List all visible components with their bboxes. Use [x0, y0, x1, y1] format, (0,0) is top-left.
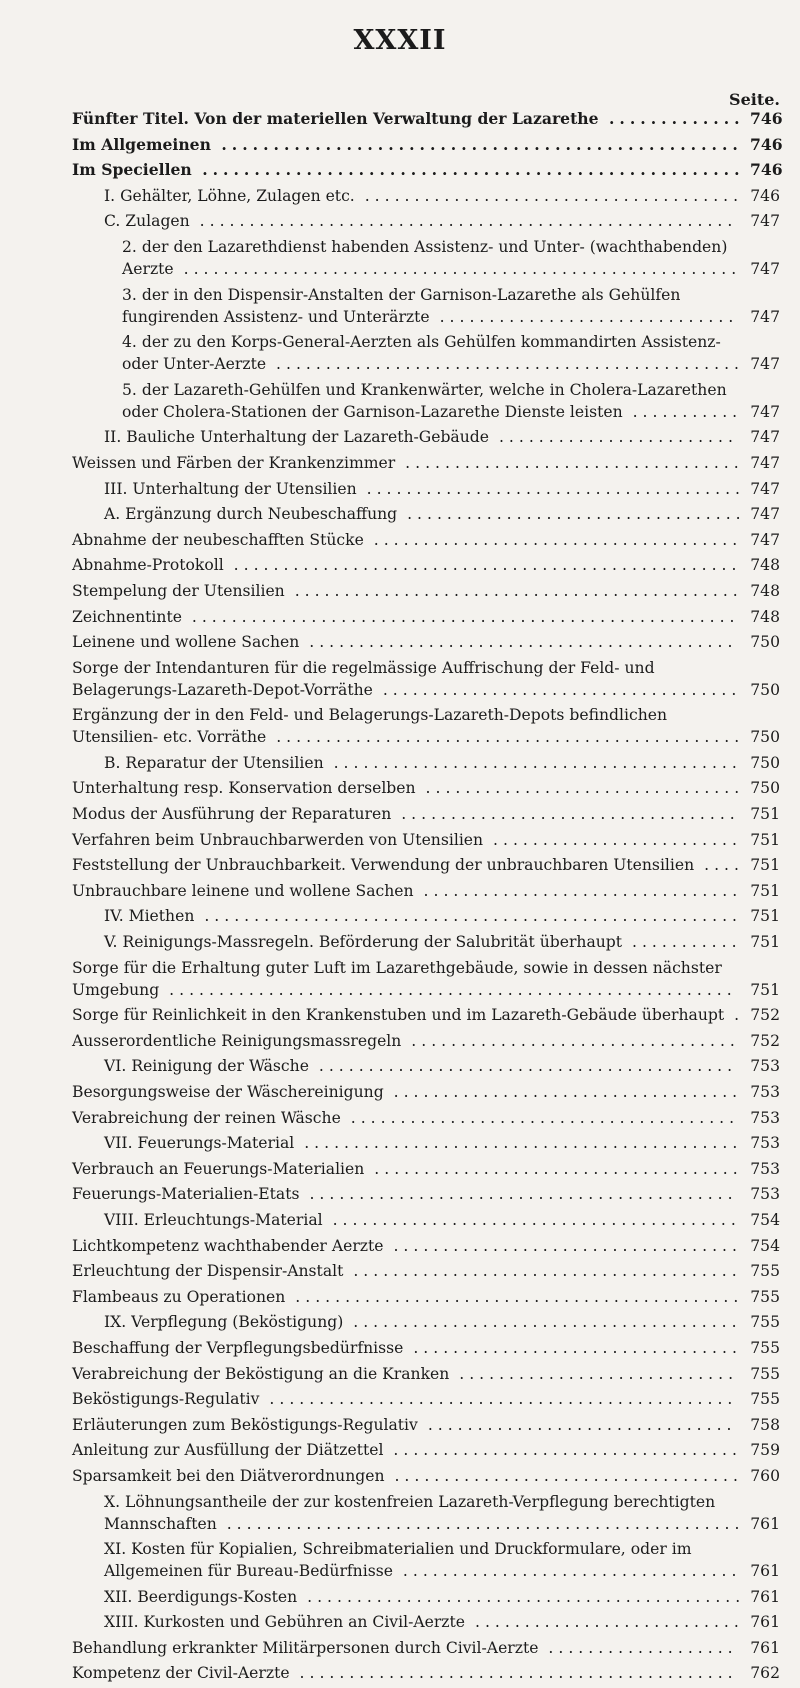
leader-dots: ................................... — [384, 1466, 743, 1485]
toc-entry-page: 760 — [750, 1466, 780, 1485]
toc-entry-text — [72, 1465, 780, 1487]
toc-entry-title: Besorgungsweise der Wäschereinigung — [72, 1083, 384, 1101]
toc-entry-page: 751 — [750, 805, 780, 824]
toc-entry — [72, 426, 780, 448]
toc-entry-text — [104, 1209, 780, 1231]
toc-entry — [72, 580, 780, 602]
toc-entry-page: 753 — [750, 1057, 780, 1076]
toc-entry-page: 754 — [750, 1236, 780, 1255]
toc-entry-page: 747 — [750, 453, 780, 472]
toc-entry — [72, 1030, 780, 1052]
toc-entry-page: 751 — [750, 933, 780, 952]
toc-entry-page: 761 — [750, 1514, 780, 1533]
toc-entry — [72, 1439, 780, 1461]
leader-dots: ................... — [538, 1638, 738, 1657]
toc-entry-page: 753 — [750, 1185, 780, 1204]
toc-entry-title: III. Unterhaltung der Utensilien — [104, 479, 357, 498]
toc-entry-title: XIII. Kurkosten und Gebühren an Civil-Aerzte — [104, 1613, 466, 1632]
leader-dots: ......................................... — [323, 753, 742, 772]
toc-entry — [72, 1662, 780, 1684]
toc-entry-text — [104, 185, 780, 207]
toc-entry — [72, 1363, 780, 1385]
toc-entry — [72, 452, 780, 474]
toc-entry-text — [72, 1004, 780, 1026]
toc-entry-page: 761 — [750, 1613, 780, 1632]
toc-entry-page: 751 — [750, 907, 780, 926]
toc-entry-text — [72, 1081, 780, 1103]
toc-entry-title: Unterhaltung resp. Konservation derselben — [72, 779, 416, 798]
toc-entry-page: 747 — [750, 259, 780, 278]
toc-entry-text — [104, 931, 780, 953]
toc-entry — [72, 503, 780, 525]
toc-entry-title: Im Speciellen — [72, 160, 192, 180]
toc-entry-page: 761 — [750, 1638, 780, 1657]
toc-entry — [72, 134, 783, 156]
toc-entry-text — [72, 159, 783, 181]
leader-dots: ............................................ — [294, 1134, 743, 1153]
toc-entry-page: 755 — [750, 1338, 780, 1357]
toc-entry-page: 750 — [750, 753, 780, 772]
leader-dots: ............................................... — [266, 355, 745, 374]
leader-dots: .... — [694, 856, 744, 875]
toc-entry — [72, 1611, 780, 1633]
toc-entry — [72, 777, 780, 799]
toc-entry-page: 747 — [750, 428, 780, 447]
toc-entry-title: Behandlung erkrankter Militärpersonen durch Civil-Aerzte — [72, 1638, 539, 1657]
toc-entry-page: 759 — [750, 1441, 780, 1460]
toc-entry — [72, 606, 780, 628]
toc-entry — [72, 752, 780, 774]
leader-dots: ........... — [622, 402, 743, 421]
toc-entry — [72, 1183, 780, 1205]
toc-entry-page: 755 — [750, 1390, 780, 1409]
toc-entry-text — [122, 284, 780, 328]
leader-dots: ........................................... — [299, 1185, 738, 1204]
toc-entry-title: Feststellung der Unbrauchbarkeit. Verwendung der unbrauchbaren Utensilien — [72, 856, 695, 875]
toc-entry-text — [72, 1337, 780, 1359]
toc-entry-title: Sorge der Intendanturen für die regelmässige Auffrischung der Feld- und Belagerungs-Lazareth-Depot-Vorräthe — [72, 658, 655, 699]
toc-entry — [72, 704, 780, 748]
toc-entry-title: Verabreichung der Beköstigung an die Kranken — [72, 1364, 450, 1383]
toc-entry-text — [72, 1260, 780, 1282]
toc-entry-title: Verabreichung der reinen Wäsche — [72, 1108, 341, 1127]
toc-entry-text — [122, 236, 780, 280]
toc-entry-text — [104, 503, 780, 525]
table-of-contents — [72, 108, 783, 1688]
toc-entry — [72, 1491, 780, 1535]
toc-entry-page: 758 — [750, 1415, 780, 1434]
toc-entry-text — [72, 1363, 780, 1385]
leader-dots: ........... — [622, 933, 742, 952]
toc-entry-text — [72, 529, 780, 551]
leader-dots: .............................. — [429, 307, 739, 326]
toc-entry — [72, 1107, 780, 1129]
toc-entry-text — [72, 1388, 780, 1410]
leader-dots: .................................................... — [191, 160, 745, 180]
leader-dots: ................................ — [413, 881, 743, 900]
toc-entry-title: Unbrauchbare leinene und wollene Sachen — [72, 881, 414, 900]
toc-entry-title: Leinene und wollene Sachen — [72, 633, 300, 652]
toc-entry-page: 748 — [750, 607, 780, 626]
toc-entry-title: 5. der Lazareth-Gehülfen und Krankenwärter, welche in Cholera-Lazarethen oder Cholera-Stationen der Garnison-Lazarethe Dienste leisten — [122, 380, 727, 421]
toc-entry-title: VII. Feuerungs-Material — [104, 1134, 295, 1153]
toc-entry-text — [72, 803, 780, 825]
leader-dots: .................................................... — [216, 1514, 745, 1533]
leader-dots: ......................................................... — [159, 980, 737, 999]
toc-entry-title: Abnahme-Protokoll — [72, 556, 224, 575]
toc-entry-text — [72, 854, 780, 876]
toc-entry-page: 753 — [750, 1083, 780, 1101]
toc-entry — [72, 803, 780, 825]
toc-entry-page: 746 — [750, 134, 783, 154]
toc-entry-text — [72, 777, 780, 799]
toc-entry-page: 755 — [750, 1313, 780, 1332]
toc-entry-page: 755 — [750, 1364, 780, 1383]
leader-dots: ....................................... — [343, 1313, 742, 1332]
toc-entry-title: I. Gehälter, Löhne, Zulagen etc. — [104, 186, 355, 205]
toc-entry-text — [72, 108, 783, 130]
toc-entry-text — [72, 1030, 780, 1052]
toc-entry-title: Beköstigungs-Regulativ — [72, 1390, 260, 1409]
leader-dots: ............................................. — [285, 1287, 744, 1306]
toc-entry-title: Modus der Ausführung der Reparaturen — [72, 805, 392, 824]
toc-entry-page: 753 — [750, 1134, 780, 1153]
toc-entry — [72, 1209, 780, 1231]
toc-entry-title: Verbrauch an Feuerungs-Materialien — [72, 1159, 365, 1178]
toc-entry-page: 747 — [750, 307, 780, 326]
leader-dots: ...................................... — [356, 479, 746, 498]
toc-entry-title: VI. Reinigung der Wäsche — [104, 1057, 309, 1076]
toc-entry — [72, 1414, 780, 1436]
toc-entry-text — [72, 554, 780, 576]
toc-entry-title: IX. Verpflegung (Beköstigung) — [104, 1313, 344, 1332]
leader-dots: ............................................. — [284, 581, 743, 600]
toc-entry-title: Abnahme der neubeschafften Stücke — [72, 530, 364, 549]
leader-dots: .......................................... — [308, 1057, 738, 1076]
toc-entry-page: 746 — [750, 160, 783, 180]
leader-dots: ....................................... — [340, 1108, 740, 1127]
toc-entry-page: 755 — [750, 1287, 780, 1306]
leader-dots: ........................................... — [299, 633, 738, 652]
toc-entry — [72, 210, 780, 232]
toc-entry-page: 751 — [750, 830, 780, 849]
column-label: Seite. — [729, 90, 780, 109]
toc-entry — [72, 657, 780, 701]
toc-entry-text — [104, 1055, 780, 1077]
toc-entry-text — [104, 1311, 780, 1333]
toc-entry-text — [72, 880, 780, 902]
toc-entry — [72, 529, 780, 551]
leader-dots: ................................. — [401, 1031, 740, 1050]
toc-entry-text — [72, 1158, 780, 1180]
toc-entry-page: 747 — [750, 530, 780, 549]
page-number: XXXII — [353, 25, 447, 56]
toc-entry-page: 750 — [750, 680, 780, 699]
toc-entry-page: 752 — [750, 1031, 780, 1050]
toc-entry-title: B. Reparatur der Utensilien — [104, 753, 324, 772]
toc-entry — [72, 108, 783, 130]
leader-dots: ............................................... — [259, 1390, 738, 1409]
toc-entry-text — [122, 379, 780, 423]
toc-entry-title: Flambeaus zu Operationen — [72, 1287, 286, 1306]
leader-dots: ........................ — [489, 428, 738, 447]
toc-entry — [72, 1337, 780, 1359]
toc-entry-page: 754 — [750, 1210, 780, 1229]
toc-entry-page: 747 — [750, 402, 780, 421]
toc-entry-page: 755 — [750, 1262, 780, 1281]
toc-entry — [72, 1286, 780, 1308]
toc-entry-text — [104, 1538, 780, 1582]
toc-entry-text — [72, 657, 780, 701]
leader-dots: ......................... — [483, 830, 742, 849]
leader-dots: ............................................... — [266, 728, 745, 747]
toc-entry-title: Sorge für Reinlichkeit in den Krankenstuben und im Lazareth-Gebäude überhaupt — [72, 1006, 725, 1025]
toc-entry-page: 751 — [750, 856, 780, 875]
toc-entry — [72, 284, 780, 328]
toc-entry-text — [104, 905, 780, 927]
leader-dots: ............. — [598, 109, 745, 128]
leader-dots: ........................................................ — [173, 259, 742, 278]
toc-entry-page: 753 — [750, 1108, 780, 1127]
leader-dots: . — [724, 1006, 745, 1025]
toc-entry-title: IV. Miethen — [104, 907, 195, 926]
toc-entry-page: 762 — [750, 1664, 780, 1683]
toc-entry-title: VIII. Erleuchtungs-Material — [104, 1210, 323, 1229]
toc-entry-page: 746 — [750, 186, 780, 205]
toc-entry — [72, 1465, 780, 1487]
toc-entry — [72, 1311, 780, 1333]
toc-entry-text — [72, 580, 780, 602]
toc-entry-text — [72, 1662, 780, 1684]
toc-entry — [72, 554, 780, 576]
toc-entry-title: Feuerungs-Materialien-Etats — [72, 1185, 300, 1204]
toc-entry — [72, 829, 780, 851]
leader-dots: ................................ — [415, 779, 745, 798]
toc-entry-title: X. Löhnungsantheile der zur kostenfreien Lazareth-Verpflegung berechtigten Mannschaften — [104, 1492, 716, 1533]
toc-entry-title: Stempelung der Utensilien — [72, 581, 285, 600]
toc-entry-title: Verfahren beim Unbrauchbarwerden von Utensilien — [72, 830, 484, 849]
toc-entry — [72, 1637, 780, 1659]
toc-entry — [72, 1586, 780, 1608]
leader-dots: ............................................ — [289, 1664, 738, 1683]
toc-entry-title: C. Zulagen — [104, 212, 190, 231]
toc-entry — [72, 185, 780, 207]
toc-entry-page: 761 — [750, 1562, 780, 1581]
toc-entry — [72, 478, 780, 500]
toc-entry — [72, 931, 780, 953]
leader-dots: ................................... — [383, 1236, 742, 1255]
toc-entry-text — [104, 426, 780, 448]
leader-dots: .................................. — [392, 1562, 742, 1581]
leader-dots: ..................................... — [363, 530, 743, 549]
toc-entry-title: XI. Kosten für Kopialien, Schreibmaterialien und Druckformulare, oder im Allgemeinen für Bureau-Bedürfnisse — [104, 1540, 692, 1581]
leader-dots: .................................. — [397, 505, 746, 524]
toc-entry — [72, 631, 780, 653]
toc-entry-page: 746 — [750, 109, 783, 128]
toc-entry-title: Ausserordentliche Reinigungsmassregeln — [72, 1031, 402, 1050]
toc-entry-page: 747 — [750, 505, 780, 524]
leader-dots: .................................... — [372, 680, 742, 699]
leader-dots: ........................... — [465, 1613, 744, 1632]
toc-entry-title: Sparsamkeit bei den Diätverordnungen — [72, 1466, 385, 1485]
leader-dots: ................................................... — [223, 556, 742, 575]
toc-entry-title: 2. der den Lazarethdienst habenden Assistenz- und Unter- (wachthabenden) Aerzte — [122, 237, 728, 278]
toc-entry — [72, 1158, 780, 1180]
toc-entry — [72, 236, 780, 280]
toc-entry-text — [72, 704, 780, 748]
toc-entry-text — [72, 1414, 780, 1436]
toc-entry-text — [72, 631, 780, 653]
toc-entry-page: 750 — [750, 633, 780, 652]
toc-entry-title: Sorge für die Erhaltung guter Luft im Lazarethgebäude, sowie in dessen nächster Umgebung — [72, 958, 722, 999]
leader-dots: ............................................ — [297, 1587, 746, 1606]
toc-entry-title: Erläuterungen zum Beköstigungs-Regulativ — [72, 1415, 418, 1434]
toc-entry — [72, 957, 780, 1001]
toc-entry — [72, 905, 780, 927]
toc-entry-title: Im Allgemeinen — [72, 134, 211, 154]
toc-entry-text — [72, 1107, 780, 1129]
leader-dots: ............................... — [417, 1415, 737, 1434]
toc-entry — [72, 880, 780, 902]
toc-entry-title: II. Bauliche Unterhaltung der Lazareth-Gebäude — [104, 428, 489, 447]
leader-dots: .................................. — [395, 453, 744, 472]
toc-entry-title: Anleitung zur Ausfüllung der Diätzettel — [72, 1441, 384, 1460]
toc-entry — [72, 379, 780, 423]
toc-entry-page: 753 — [750, 1159, 780, 1178]
leader-dots: ...................................................... — [194, 907, 742, 926]
leader-dots: ............................ — [449, 1364, 739, 1383]
toc-entry-text — [104, 1491, 780, 1535]
toc-entry — [72, 854, 780, 876]
leader-dots: ....................................................... — [181, 607, 740, 626]
toc-entry — [72, 1260, 780, 1282]
toc-entry-page: 750 — [750, 728, 780, 747]
toc-entry-title: Lichtkompetenz wachthabender Aerzte — [72, 1236, 384, 1255]
toc-entry-text — [104, 210, 780, 232]
toc-entry-page: 751 — [750, 881, 780, 900]
toc-entry-page: 747 — [750, 479, 780, 498]
toc-entry-text — [72, 606, 780, 628]
toc-entry-text — [72, 1235, 780, 1257]
leader-dots: ................................... — [383, 1083, 743, 1101]
toc-entry-text — [72, 1637, 780, 1659]
toc-entry-title: V. Reinigungs-Massregeln. Beförderung der Salubrität überhaupt — [104, 933, 623, 952]
toc-entry-text — [104, 1132, 780, 1154]
toc-entry-text — [72, 1183, 780, 1205]
toc-entry — [72, 1132, 780, 1154]
toc-entry-title: Fünfter Titel. Von der materiellen Verwaltung der Lazarethe — [72, 109, 599, 128]
toc-entry-page: 752 — [750, 1006, 780, 1025]
toc-entry-page: 747 — [750, 212, 780, 231]
toc-entry-page: 761 — [750, 1587, 780, 1606]
toc-entry-text — [104, 478, 780, 500]
leader-dots: ...................................... — [354, 186, 744, 205]
toc-entry-text — [104, 1611, 780, 1633]
toc-entry-text — [72, 957, 780, 1001]
leader-dots: ..................................... — [364, 1159, 743, 1178]
toc-entry — [72, 1055, 780, 1077]
leader-dots: ....................................... — [343, 1262, 742, 1281]
toc-entry — [72, 331, 780, 375]
toc-entry-text — [104, 752, 780, 774]
toc-entry-title: Weissen und Färben der Krankenzimmer — [72, 453, 396, 472]
toc-entry-page: 747 — [750, 355, 780, 374]
toc-entry-text — [122, 331, 780, 375]
toc-entry — [72, 159, 783, 181]
toc-entry-text — [72, 452, 780, 474]
leader-dots: ................................. — [403, 1338, 742, 1357]
toc-entry-title: A. Ergänzung durch Neubeschaffung — [104, 505, 398, 524]
toc-entry — [72, 1081, 780, 1103]
leader-dots: ................................... — [383, 1441, 742, 1460]
toc-entry-title: Ergänzung der in den Feld- und Belagerungs-Lazareth-Depots befindlichen Utensilien- etc. Vorräthe — [72, 706, 668, 747]
toc-entry — [72, 1004, 780, 1026]
leader-dots: .................................. — [391, 805, 740, 824]
toc-entry-text — [72, 1286, 780, 1308]
toc-entry-text — [72, 1439, 780, 1461]
toc-entry-title: 3. der in den Dispensir-Anstalten der Garnison-Lazarethe als Gehülfen fungirenden Assistenz- und Unterärzte — [122, 285, 681, 326]
toc-entry-title: Erleuchtung der Dispensir-Anstalt — [72, 1262, 344, 1281]
toc-entry-page: 750 — [750, 779, 780, 798]
toc-entry-page: 748 — [750, 556, 780, 575]
toc-entry-page: 751 — [750, 980, 780, 999]
toc-entry-title: Kompetenz der Civil-Aerzte — [72, 1664, 290, 1683]
toc-entry-page: 748 — [750, 581, 780, 600]
toc-entry-text — [104, 1586, 780, 1608]
toc-entry-text — [72, 829, 780, 851]
toc-entry — [72, 1538, 780, 1582]
toc-entry-title: 4. der zu den Korps-General-Aerzten als Gehülfen kommandirten Assistenz- oder Unter-Aerzte — [122, 333, 721, 374]
leader-dots: .................................................. — [210, 134, 743, 154]
leader-dots: ...................................................... — [189, 212, 738, 231]
toc-entry-text — [72, 134, 783, 156]
leader-dots: ......................................... — [322, 1210, 741, 1229]
toc-entry — [72, 1235, 780, 1257]
toc-entry-title: Beschaffung der Verpflegungsbedürfnisse — [72, 1338, 404, 1357]
toc-entry — [72, 1388, 780, 1410]
toc-entry-title: XII. Beerdigungs-Kosten — [104, 1587, 298, 1606]
toc-entry-title: Zeichnentinte — [72, 607, 182, 626]
